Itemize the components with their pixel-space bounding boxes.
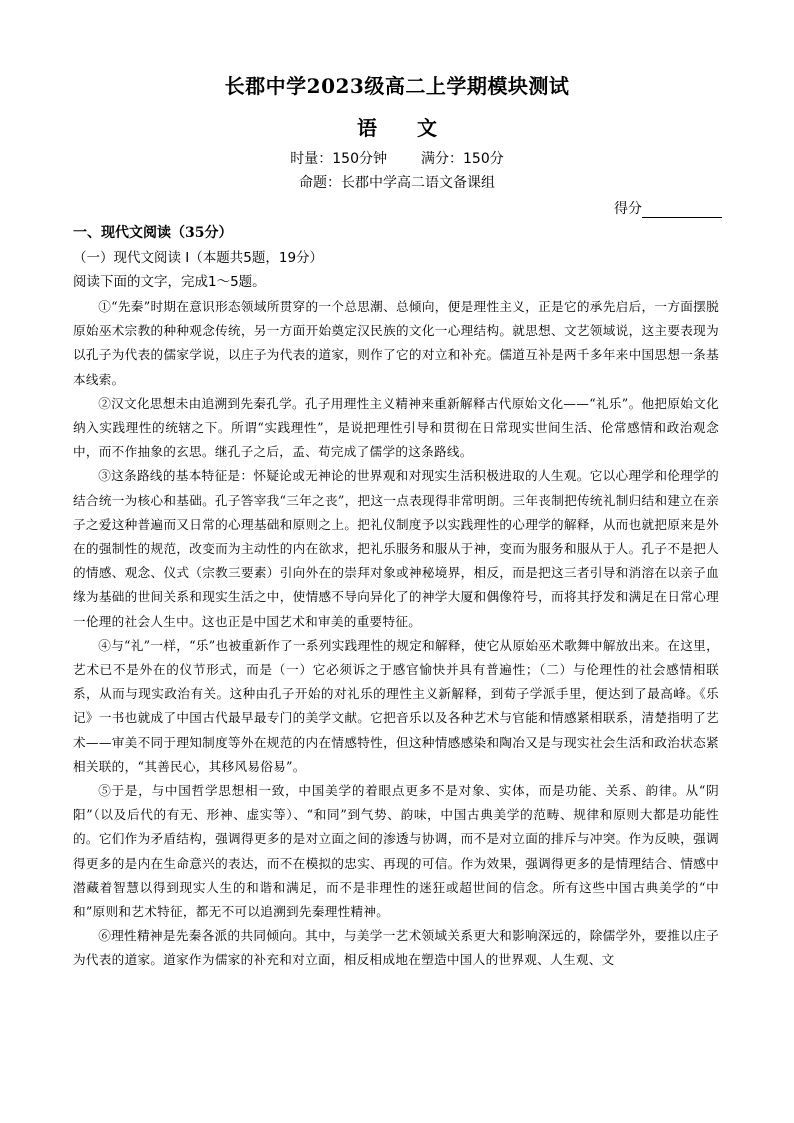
reading-instruction: 阅读下面的文字，完成1～5题。 — [73, 274, 266, 290]
exam-full-score: 满分：150分 — [421, 151, 504, 167]
passage-paragraph-3: ③这条路线的基本特征是：怀疑论或无神论的世界观和对现实生活积极进取的人生观。它以心理学和伦理学的结合统一为核心和基础。孔子答宰我“三年之丧”，把这一点表现得非常明朗。三年丧制把传统礼制归结和建立在亲子之爱这种普遍而又日常的心理基础和原则之上。把礼仪制度予以实践理性的心理学的解释，从而也就把原来是外在的强制性的规范，改变而为主动性的内在欲求，把礼乐服务和服从于神，变而为服务和服从于人。孔子不是把人的情感、观念、仪式（宗教三要素）引向外在的崇拜对象或神秘境界，相反，而是把这三者引导和消溶在以亲子血缘为基础的世间关系和现实生活之中，使情感不导向异化了的神学大厦和偶像符号，而将其抒发和满足在日常心理一伦理的社会人生中。这也正是中国艺术和审美的重要特征。 — [73, 468, 719, 629]
subject-char-2: 文 — [417, 116, 437, 140]
passage-paragraph-6: ⑥理性精神是先秦各派的共同倾向。其中，与美学一艺术领域关系更大和影响深远的，除儒学外，要推以庄子为代表的道家。道家作为儒家的补充和对立面，相反相成地在塑造中国人的世界观、人生观、文 — [73, 928, 719, 968]
exam-setter: 命题：长郡中学高二语文备课组 — [299, 175, 495, 191]
subsection-heading: （一）现代文阅读 I（本题共5题，19分） — [73, 250, 324, 266]
exam-time: 时量：150分钟 — [290, 151, 387, 167]
score-blank-line — [642, 203, 722, 218]
passage-paragraph-4: ④与“礼”一样，“乐”也被重新作了一系列实践理性的规定和解释，使它从原始巫术歌舞中解放出来。在这里，艺术已不是外在的仪节形式，而是（一）它必须诉之于感官愉快并具有普遍性；（二）与伦理性的社会感情相联系，从而与现实政治有关。这种由孔子开始的对礼乐的理性主义新解释，到荀子学派手里，便达到了最高峰。《乐记》一书也就成了中国古代最早最专门的美学文献。它把音乐以及各种艺术与官能和情感紧相联系，清楚指明了艺术——审美不同于理知制度等外在规范的内在情感特性，但这种情感感染和陶冶又是与现实社会生活和政治状态紧相关联的，“其善民心，其移风易俗易”。 — [73, 637, 719, 774]
section-heading: 一、现代文阅读（35分） — [73, 225, 233, 241]
exam-meta-line — [0, 148, 794, 168]
passage-paragraph-1: ①“先秦”时期在意识形态领域所贯穿的一个总思潮、总倾向，便是理性主义，正是它的承先启后，一方面摆脱原始巫术宗教的种种观念传统，另一方面开始奠定汉民族的文化一心理结构。就思想、文艺领域说，这主要表现为以孔子为代表的儒家学说，以庄子为代表的道家，则作了它的对立和补充。儒道互补是两千多年来中国思想一条基本线索。 — [73, 299, 719, 387]
score-label: 得分 — [614, 201, 642, 217]
passage-paragraph-2: ②汉文化思想未由追溯到先秦孔学。孔子用理性主义精神来重新解释古代原始文化——“礼乐”。他把原始文化纳入实践理性的统辖之下。所谓“实践理性”，是说把理性引导和贯彻在日常现实世间生活、伦常感情和政治观念中，而不作抽象的玄思。继孔子之后，孟、荀完成了儒学的这条路线。 — [73, 395, 719, 460]
passage-paragraph-5: ⑤于是，与中国哲学思想相一致，中国美学的着眼点更多不是对象、实体，而是功能、关系、韵律。从“阴阳”（以及后代的有无、形神、虚实等）、“和同”到气势、韵味，中国古典美学的范畴、规律和原则大都是功能性的。它们作为矛盾结构，强调得更多的是对立面之间的渗透与协调，而不是对立面的排斥与冲突。作为反映，强调得更多的是内在生命意兴的表达，而不在模拟的忠实、再现的可信。作为效果，强调得更多的是情理结合、情感中潜藏着智慧以得到现实人生的和谐和满足，而不是非理性的迷狂或超世间的信念。所有这些中国古典美学的“中和”原则和艺术特征，都无不可以追溯到先秦理性精神。 — [73, 783, 719, 920]
subject-char-1: 语 — [357, 116, 377, 140]
exam-title: 长郡中学2023级高二上学期模块测试 — [224, 74, 570, 98]
subject-heading — [0, 112, 794, 141]
score-field — [614, 198, 722, 218]
passage-body — [73, 295, 719, 973]
